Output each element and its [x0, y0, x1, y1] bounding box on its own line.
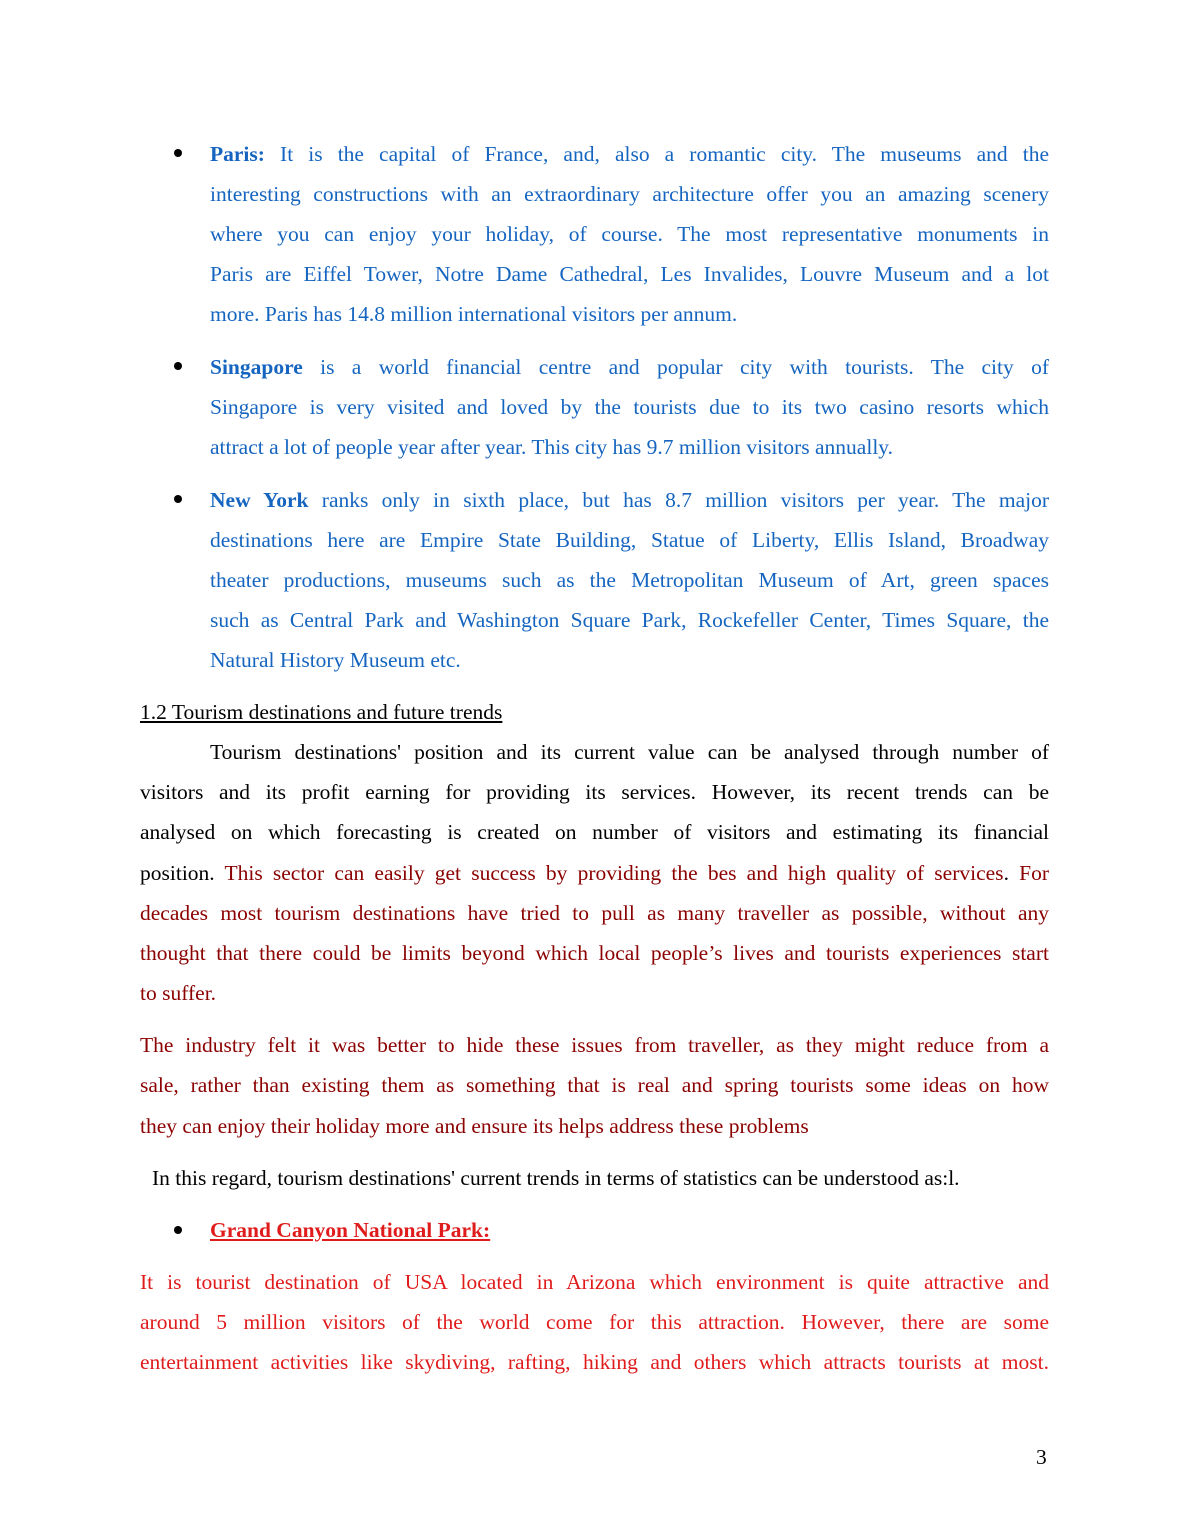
para4-line-2: around 5 million visitors of the world come for this attraction. However, there are some — [140, 1310, 1049, 1334]
page-number: 3 — [1036, 1445, 1047, 1469]
para2-line-2: sale, rather than existing them as something that is real and spring tourists some ideas on how — [140, 1073, 1049, 1097]
grand-canyon-heading — [210, 1217, 1049, 1243]
section-heading: 1.2 Tourism destinations and future trends — [140, 700, 503, 724]
bullet-paris-line-1 — [210, 141, 1049, 167]
bullet-dot — [174, 149, 182, 157]
bullet-paris-line-4: Paris are Eiffel Tower, Notre Dame Cathedral, Les Invalides, Louvre Museum and a lot — [210, 262, 1049, 286]
para3: In this regard, tourism destinations' current trends in terms of statistics can be understood as:l. — [152, 1166, 960, 1190]
bullet-newyork-line-3: theater productions, museums such as the Metropolitan Museum of Art, green spaces — [210, 568, 1049, 592]
bullet-paris-line-2: interesting constructions with an extraordinary architecture offer you an amazing scenery — [210, 182, 1049, 206]
bullet-singapore-text: is a world financial centre and popular city with tourists. The city of — [302, 355, 1049, 379]
bullet-newyork-line-4: such as Central Park and Washington Square Park, Rockefeller Center, Times Square, the — [210, 608, 1049, 632]
bullet-singapore-line-2: Singapore is very visited and loved by the tourists due to its two casino resorts which — [210, 395, 1049, 419]
para1-line-4 — [140, 860, 1049, 886]
para2-line-1: The industry felt it was better to hide these issues from traveller, as they might reduce from a — [140, 1033, 1049, 1057]
bullet-dot — [174, 495, 182, 503]
para1-line-7: to suffer. — [140, 981, 217, 1005]
para1-line-5: decades most tourism destinations have tried to pull as many traveller as possible, without any — [140, 901, 1049, 925]
para4-line-3: entertainment activities like skydiving, rafting, hiking and others which attracts tourists at most. — [140, 1350, 1049, 1374]
para2-line-3: they can enjoy their holiday more and ensure its helps address these problems — [140, 1114, 809, 1138]
para1-line-3: analysed on which forecasting is created on number of visitors and estimating its financial — [140, 820, 1049, 844]
para1-line-1: Tourism destinations' position and its current value can be analysed through number of — [210, 740, 1049, 764]
para1-line-4-period: . — [1003, 861, 1009, 885]
para1-line-2: visitors and its profit earning for providing its services. However, its recent trends can be — [140, 780, 1049, 804]
grand-canyon-heading-text: Grand Canyon National Park: — [210, 1218, 491, 1242]
bullet-paris-term: Paris: — [210, 142, 265, 166]
bullet-singapore-line-1 — [210, 354, 1049, 380]
bullet-dot — [174, 362, 182, 370]
bullet-singapore-line-3: attract a lot of people year after year. This city has 9.7 million visitors annually. — [210, 435, 894, 459]
para1-line-4-maroon-end: For — [1008, 861, 1049, 885]
bullet-newyork-text: ranks only in sixth place, but has 8.7 million visitors per year. The major — [308, 488, 1049, 512]
bullet-newyork-term: New York — [210, 488, 309, 512]
para1-line-4-maroon: This sector can easily get success by providing the bes and high quality of services — [224, 861, 1004, 885]
bullet-newyork-line-5: Natural History Museum etc. — [210, 648, 461, 672]
para4-line-1: It is tourist destination of USA located in Arizona which environment is quite attractive and — [140, 1270, 1049, 1294]
bullet-newyork-line-1 — [210, 487, 1049, 513]
bullet-paris-line-5: more. Paris has 14.8 million international visitors per annum. — [210, 302, 738, 326]
bullet-singapore-term: Singapore — [210, 355, 303, 379]
bullet-dot — [174, 1226, 182, 1234]
para1-line-6: thought that there could be limits beyond which local people’s lives and tourists experiences start — [140, 941, 1049, 965]
bullet-paris-line-3: where you can enjoy your holiday, of course. The most representative monuments in — [210, 222, 1049, 246]
bullet-paris-text: It is the capital of France, and, also a romantic city. The museums and the — [264, 142, 1049, 166]
para1-line-4-black: position. — [140, 861, 225, 885]
bullet-newyork-line-2: destinations here are Empire State Building, Statue of Liberty, Ellis Island, Broadway — [210, 528, 1049, 552]
